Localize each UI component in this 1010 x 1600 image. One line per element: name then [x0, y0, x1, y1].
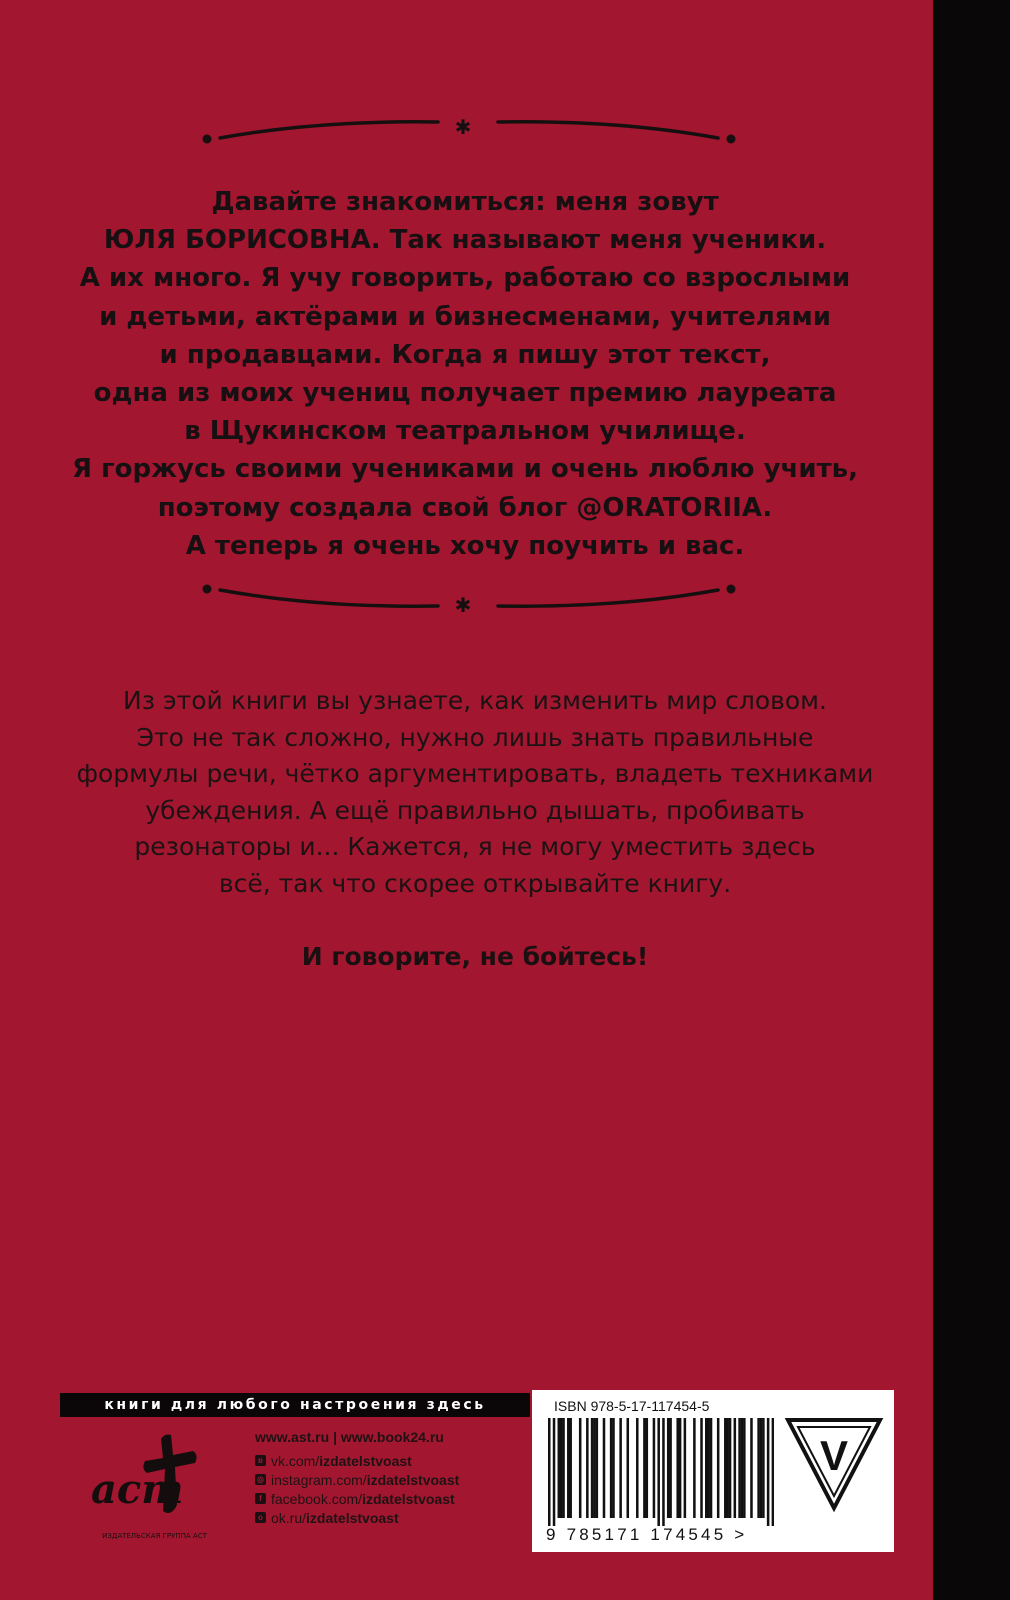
barcode-bar	[757, 1418, 760, 1518]
barcode-bar	[646, 1418, 649, 1518]
intro-line: и детьми, актёрами и бизнесменами, учителями	[99, 301, 831, 332]
barcode-bar	[734, 1418, 737, 1518]
barcode-bar	[741, 1418, 744, 1518]
ornament-divider-top	[200, 102, 740, 162]
barcode-bar	[767, 1418, 770, 1526]
description-line: всё, так что скорее открывайте книгу.	[218, 868, 732, 898]
barcode-bar	[710, 1418, 713, 1518]
social-link-instagram[interactable]	[255, 1470, 525, 1489]
barcode-bar	[738, 1418, 741, 1518]
barcode-bar	[760, 1418, 763, 1518]
social-prefix: ok.ru/	[271, 1509, 307, 1526]
website-links	[255, 1429, 525, 1445]
intro-line: Я горжусь своими учениками и очень люблю учить,	[72, 454, 858, 485]
barcode-bar	[684, 1418, 687, 1518]
description-line: Это не так сложно, нужно лишь знать правильные	[136, 722, 814, 752]
barcode-bar	[662, 1418, 665, 1526]
social-handle: izdatelstvoast	[319, 1452, 412, 1469]
social-prefix: facebook.com/	[271, 1490, 363, 1507]
svg-text:✱: ✱	[454, 593, 472, 617]
barcode-bar	[743, 1418, 746, 1518]
barcode-bar	[729, 1418, 732, 1518]
barcode-bar	[560, 1418, 563, 1518]
barcode-bar	[612, 1418, 615, 1518]
barcode-bar	[750, 1418, 753, 1518]
barcode-bar	[676, 1418, 679, 1518]
vk-icon: в	[255, 1455, 266, 1466]
barcode-bar	[693, 1418, 696, 1518]
description-line: убеждения. А ещё правильно дышать, пробивать	[145, 795, 805, 825]
svg-text:✱: ✱	[454, 115, 472, 139]
barcode-bar	[726, 1418, 729, 1518]
publisher-links	[255, 1429, 525, 1527]
separator: |	[333, 1429, 337, 1445]
barcode-bar	[562, 1418, 565, 1518]
barcode-bar	[724, 1418, 727, 1518]
barcode-panel	[532, 1390, 894, 1552]
description-line: Из этой книги вы узнаете, как изменить мир словом.	[123, 686, 827, 715]
intro-line: Давайте знакомиться: меня зовут	[211, 187, 719, 217]
barcode-bar	[627, 1418, 630, 1518]
barcode-bar	[669, 1418, 672, 1518]
barcode-bar	[593, 1418, 596, 1518]
barcode-bar	[569, 1418, 572, 1518]
barcode-bar	[700, 1418, 703, 1518]
barcode-bar	[579, 1418, 582, 1518]
website-link-book24[interactable]: www.book24.ru	[340, 1429, 444, 1445]
barcode-bar	[603, 1418, 606, 1518]
website-link-ast[interactable]: www.ast.ru	[255, 1429, 330, 1445]
intro-line: одна из моих учениц получает премию лауреата	[93, 378, 837, 409]
logo-text: аст	[91, 1466, 184, 1513]
barcode-bar	[586, 1418, 589, 1518]
barcode-bar	[643, 1418, 646, 1518]
social-prefix: vk.com/	[271, 1452, 320, 1469]
barcode-bar	[705, 1418, 708, 1518]
barcode-bar	[772, 1418, 774, 1526]
publisher-tagline: книги для любого настроения здесь	[60, 1393, 530, 1417]
barcode-bar	[553, 1418, 556, 1526]
barcode-bar	[636, 1418, 639, 1518]
facebook-icon: f	[255, 1493, 266, 1504]
book-description	[40, 683, 910, 902]
barcode-bar	[679, 1418, 682, 1518]
barcode-bar	[591, 1418, 594, 1518]
instagram-icon: ◎	[255, 1474, 266, 1485]
ornament-divider-bottom	[200, 568, 740, 628]
barcode-bar	[567, 1418, 570, 1518]
barcode-bar	[558, 1418, 561, 1518]
social-link-facebook[interactable]	[255, 1489, 525, 1508]
social-prefix: instagram.com/	[271, 1471, 367, 1488]
age-rating-triangle-icon	[784, 1412, 884, 1512]
age-mark-letter: V	[819, 1432, 849, 1479]
barcode-bar	[707, 1418, 710, 1518]
intro-line: ЮЛЯ БОРИСОВНА. Так называют меня ученики.	[103, 225, 827, 256]
social-link-vk[interactable]	[255, 1451, 525, 1470]
social-handle: izdatelstvoast	[366, 1471, 460, 1488]
barcode-bar	[548, 1418, 551, 1526]
barcode-bar	[657, 1418, 660, 1526]
barcode-bar	[667, 1418, 670, 1518]
intro-line: и продавцами. Когда я пишу этот текст,	[159, 339, 771, 370]
description-line: резонаторы и... Кажется, я не могу уместить здесь	[134, 832, 816, 861]
barcode-digits: 9 785171 174545 >	[546, 1525, 748, 1544]
social-handle: izdatelstvoast	[362, 1490, 455, 1507]
intro-line: А теперь я очень хочу поучить и вас.	[185, 530, 745, 561]
social-handle: izdatelstvoast	[306, 1509, 399, 1526]
barcode-bar	[619, 1418, 622, 1518]
barcode-bar	[762, 1418, 765, 1518]
author-introduction	[60, 183, 870, 565]
closing-line: И говорите, не бойтесь!	[301, 942, 649, 971]
intro-line: поэтому создала свой блог @ORATORIIA.	[157, 492, 773, 523]
publisher-caption: ИЗДАТЕЛЬСКАЯ ГРУППА АСТ	[102, 1532, 207, 1540]
barcode-bar	[596, 1418, 599, 1518]
barcode-bar	[653, 1418, 656, 1518]
intro-line: в Щукинском театральном училище.	[184, 416, 746, 447]
barcode-bar	[610, 1418, 613, 1518]
barcode-icon	[548, 1418, 774, 1526]
social-link-odnoklassniki[interactable]	[255, 1508, 525, 1527]
barcode-bar	[717, 1418, 720, 1518]
ast-logo-icon	[85, 1425, 225, 1530]
description-line: формулы речи, чётко аргументировать, владеть техниками	[76, 759, 874, 788]
intro-line: А их много. Я учу говорить, работаю со взрослыми	[79, 263, 851, 294]
odnoklassniki-icon: о	[255, 1512, 266, 1523]
isbn-text: ISBN 978-5-17-117454-5	[554, 1398, 710, 1414]
book-spine	[933, 0, 1010, 1600]
